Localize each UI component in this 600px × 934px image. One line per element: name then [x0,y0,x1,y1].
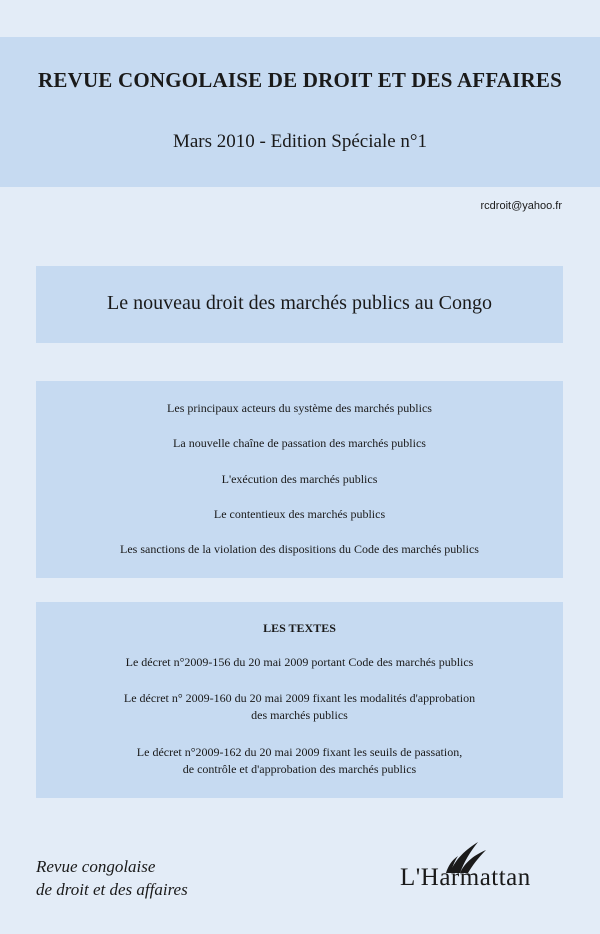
journal-title: REVUE CONGOLAISE DE DROIT ET DES AFFAIRES [38,68,562,92]
text-item-line: de contrôle et d'approbation des marchés publics [182,762,417,776]
series-name [36,855,188,901]
text-item-line: des marchés publics [251,708,348,722]
topic-item: La nouvelle chaîne de passation des marchés publics [173,436,426,450]
theme-title: Le nouveau droit des marchés publics au Congo [107,292,492,314]
topics-box [36,381,563,578]
topic-item: Les sanctions de la violation des dispositions du Code des marchés publics [120,542,479,556]
issue-line: Mars 2010 - Edition Spéciale n°1 [172,131,428,152]
topic-item: Le contentieux des marchés publics [213,507,386,521]
topic-item: L'exécution des marchés publics [221,472,378,486]
text-item [66,654,533,671]
text-item-line: Le décret n° 2009-160 du 20 mai 2009 fixant les modalités d'approbation [123,691,476,705]
contact-email[interactable]: rcdroit@yahoo.fr [480,200,562,212]
publisher-logo [398,840,568,900]
text-item [66,744,533,778]
text-item [66,690,533,724]
publisher-name: L'Harmattan [400,864,531,891]
series-line: Revue congolaise [36,857,156,876]
texts-box [36,602,563,798]
text-item-line: Le décret n°2009-162 du 20 mai 2009 fixant les seuils de passation, [136,745,463,759]
header-band [0,37,600,187]
text-item-line: Le décret n°2009-156 du 20 mai 2009 portant Code des marchés publics [125,655,474,669]
topic-item: Les principaux acteurs du système des marchés publics [167,401,432,415]
texts-heading: LES TEXTES [263,621,336,635]
series-line: de droit et des affaires [36,880,188,899]
theme-box [36,266,563,343]
